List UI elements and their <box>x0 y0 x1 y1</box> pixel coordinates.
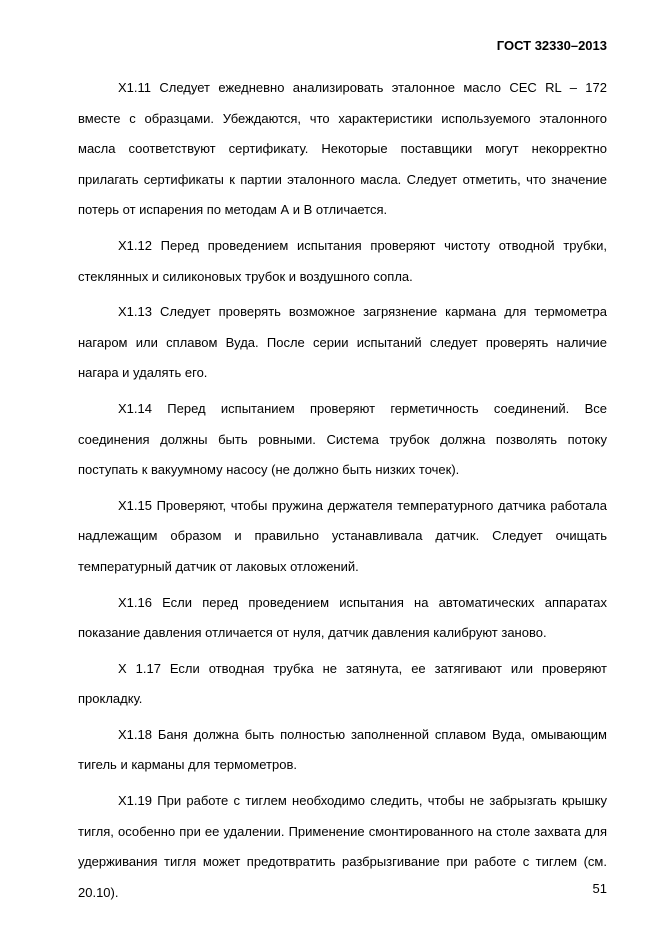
paragraph-x1-17: Х 1.17 Если отводная трубка не затянута, ее затягивают или проверяют прокладку. <box>78 660 607 707</box>
paragraph-x1-13: Х1.13 Следует проверять возможное загрязнение кармана для термометра нагаром или сплавом Вуда. После серии испытаний следует проверять наличие нагара и удалять его. <box>78 304 607 381</box>
paragraph-x1-15: Х1.15 Проверяют, чтобы пружина держателя температурного датчика работала надлежащим образом и правильно устанавливала датчик. Следует очищать температурный датчик от лаковых отложений. <box>78 497 607 574</box>
paragraph-x1-16: Х1.16 Если перед проведением испытания на автоматических аппаратах показание давления отличается от нуля, датчик давления калибруют заново. <box>78 594 607 641</box>
paragraph-x1-19: Х1.19 При работе с тиглем необходимо следить, чтобы не забрызгать крышку тигля, особенно при ее удалении. Применение смонтированного на столе захвата для удерживания тигля может предотвратить разбрызгивание при работе с тиглем (см. 20.10). <box>78 793 607 900</box>
page-number: 51 <box>592 881 607 896</box>
paragraph-x1-12: Х1.12 Перед проведением испытания проверяют чистоту отводной трубки, стеклянных и силиконовых трубок и воздушного сопла. <box>78 237 607 284</box>
document-id: ГОСТ 32330–2013 <box>496 38 607 53</box>
paragraph-x1-11: Х1.11 Следует ежедневно анализировать эталонное масло CEC RL – 172 вместе с образцами. Убеждаются, что характеристики используемого эталонного масла соответствуют сертификату. Некоторые поставщики могут некорректно прилагать сертификаты к партии эталонного масла. Следует отметить, что значение потерь от испарения по методам А и В отличается. <box>78 80 607 218</box>
document-body <box>78 73 607 913</box>
paragraph-x1-14: Х1.14 Перед испытанием проверяют герметичность соединений. Все соединения должны быть ровными. Система трубок должна позволять потоку поступать к вакуумному насосу (не должно быть низких точек). <box>78 400 607 478</box>
paragraph-x1-18: Х1.18 Баня должна быть полностью заполненной сплавом Вуда, омывающим тигель и карманы для термометров. <box>78 726 607 773</box>
